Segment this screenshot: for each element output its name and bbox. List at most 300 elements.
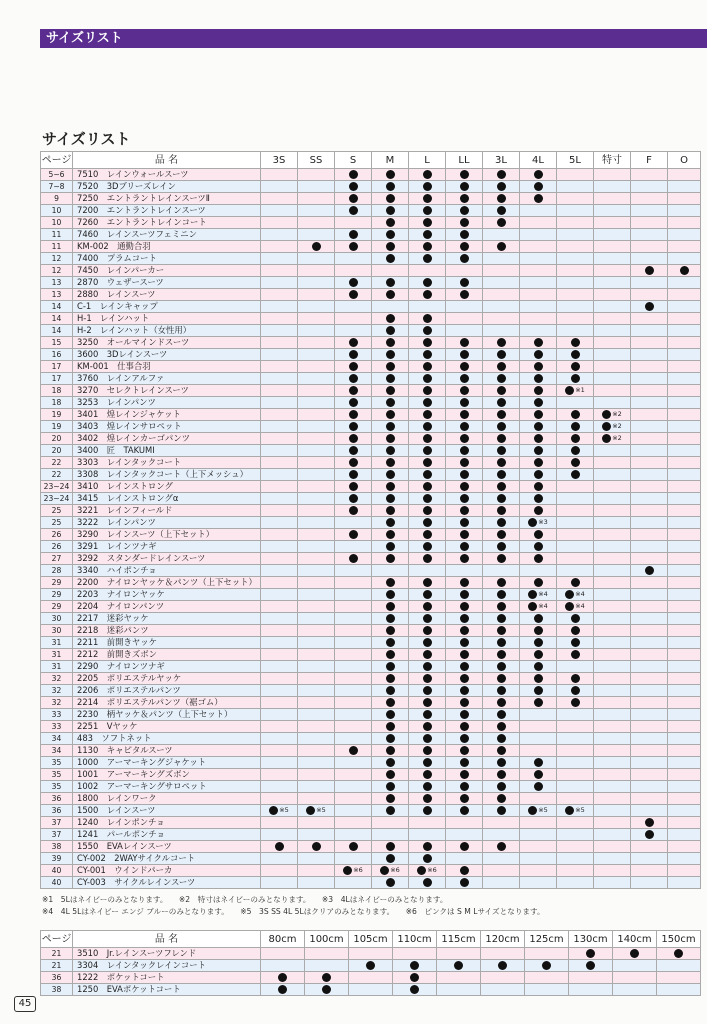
size-cell	[520, 277, 557, 289]
availability-dot	[386, 506, 395, 515]
size-cell	[335, 481, 372, 493]
size-cell	[446, 277, 483, 289]
availability-dot	[349, 422, 358, 431]
size-cell	[372, 337, 409, 349]
column-header: 100cm	[305, 931, 349, 948]
size-cell	[483, 697, 520, 709]
size-cell	[298, 457, 335, 469]
size-cell	[446, 241, 483, 253]
column-header: 120cm	[481, 931, 525, 948]
availability-dot	[497, 350, 506, 359]
size-cell	[668, 481, 701, 493]
size-cell	[335, 337, 372, 349]
size-cell	[557, 397, 594, 409]
product-name-cell: 2217 迷彩ヤッケ	[73, 613, 261, 625]
size-cell	[483, 373, 520, 385]
page-cell: 19	[41, 409, 73, 421]
size-cell	[261, 553, 298, 565]
column-header: LL	[446, 152, 483, 169]
size-cell	[298, 601, 335, 613]
size-cell	[298, 649, 335, 661]
size-cell	[409, 529, 446, 541]
table-row	[41, 433, 701, 445]
size-cell	[631, 205, 668, 217]
availability-dot	[497, 494, 506, 503]
size-cell	[594, 829, 631, 841]
availability-dot	[534, 770, 543, 779]
column-header: 130cm	[569, 931, 613, 948]
product-name-cell: 1130 キャピタルスーツ	[73, 745, 261, 757]
availability-dot	[460, 362, 469, 371]
size-cell	[261, 972, 305, 984]
availability-dot	[423, 458, 432, 467]
size-cell	[372, 277, 409, 289]
size-cell	[261, 865, 298, 877]
table-row	[41, 601, 701, 613]
size-cell	[298, 637, 335, 649]
size-cell	[481, 972, 525, 984]
size-cell	[668, 193, 701, 205]
size-cell	[446, 613, 483, 625]
availability-dot	[460, 182, 469, 191]
size-cell	[335, 841, 372, 853]
size-cell	[631, 829, 668, 841]
size-cell	[298, 325, 335, 337]
availability-dot	[349, 470, 358, 479]
size-cell	[261, 253, 298, 265]
size-cell	[613, 984, 657, 996]
size-cell	[372, 793, 409, 805]
availability-dot	[571, 650, 580, 659]
availability-dot	[423, 362, 432, 371]
availability-dot	[349, 194, 358, 203]
size-cell	[446, 553, 483, 565]
availability-dot	[571, 686, 580, 695]
size-cell	[372, 877, 409, 889]
size-cell	[261, 169, 298, 181]
size-cell	[446, 577, 483, 589]
availability-dot	[497, 518, 506, 527]
size-cell	[335, 721, 372, 733]
size-cell	[483, 469, 520, 481]
table-row	[41, 805, 701, 817]
size-cell	[372, 829, 409, 841]
availability-dot	[542, 961, 551, 970]
page-cell: 33	[41, 721, 73, 733]
size-cell	[668, 529, 701, 541]
size-cell	[631, 793, 668, 805]
size-cell	[409, 169, 446, 181]
availability-dot	[460, 350, 469, 359]
availability-dot	[386, 734, 395, 743]
size-cell	[557, 817, 594, 829]
size-cell	[372, 169, 409, 181]
size-cell	[668, 769, 701, 781]
size-cell	[520, 397, 557, 409]
size-cell	[335, 745, 372, 757]
size-cell	[261, 733, 298, 745]
availability-dot	[565, 806, 574, 815]
size-cell	[483, 517, 520, 529]
size-cell	[657, 984, 701, 996]
footnote-marker: ※4	[538, 602, 548, 610]
size-cell	[557, 349, 594, 361]
size-cell	[446, 457, 483, 469]
size-cell	[349, 984, 393, 996]
availability-dot	[534, 674, 543, 683]
availability-dot	[571, 614, 580, 623]
product-name-cell: 483 ソフトネット	[73, 733, 261, 745]
availability-dot	[386, 410, 395, 419]
size-cell	[483, 337, 520, 349]
size-cell	[372, 841, 409, 853]
page-cell: 19	[41, 421, 73, 433]
availability-dot	[386, 542, 395, 551]
size-cell	[335, 265, 372, 277]
size-cell	[520, 349, 557, 361]
table-row	[41, 733, 701, 745]
availability-dot	[460, 650, 469, 659]
availability-dot	[534, 638, 543, 647]
size-cell	[668, 325, 701, 337]
availability-dot	[423, 758, 432, 767]
size-cell	[668, 661, 701, 673]
size-cell	[372, 505, 409, 517]
page-cell: 32	[41, 673, 73, 685]
size-cell	[631, 589, 668, 601]
size-cell	[631, 661, 668, 673]
availability-dot	[534, 578, 543, 587]
size-cell	[594, 265, 631, 277]
size-cell	[335, 373, 372, 385]
size-cell	[483, 589, 520, 601]
availability-dot	[645, 566, 654, 575]
size-cell	[261, 745, 298, 757]
page-cell: 37	[41, 817, 73, 829]
size-cell	[335, 301, 372, 313]
page-cell: 25	[41, 505, 73, 517]
size-cell	[446, 313, 483, 325]
availability-dot	[386, 746, 395, 755]
size-cell	[409, 421, 446, 433]
size-cell	[261, 517, 298, 529]
availability-dot	[460, 386, 469, 395]
product-name-cell: 1500 レインスーツ	[73, 805, 261, 817]
footnote-marker: ※5	[538, 806, 548, 814]
size-cell	[261, 277, 298, 289]
availability-dot	[497, 590, 506, 599]
size-cell	[305, 984, 349, 996]
availability-dot	[460, 194, 469, 203]
availability-dot	[497, 674, 506, 683]
availability-dot	[497, 434, 506, 443]
size-cell	[668, 253, 701, 265]
availability-dot	[460, 398, 469, 407]
size-cell	[594, 529, 631, 541]
availability-dot	[497, 446, 506, 455]
size-cell	[483, 637, 520, 649]
table-row	[41, 793, 701, 805]
size-cell	[483, 769, 520, 781]
table-row	[41, 697, 701, 709]
size-cell	[483, 805, 520, 817]
table-row	[41, 661, 701, 673]
availability-dot	[423, 878, 432, 887]
size-cell	[298, 289, 335, 301]
availability-dot	[423, 194, 432, 203]
availability-dot	[386, 770, 395, 779]
availability-dot	[497, 410, 506, 419]
availability-dot	[386, 422, 395, 431]
size-cell	[409, 757, 446, 769]
size-cell	[557, 805, 594, 817]
availability-dot	[528, 518, 537, 527]
size-cell	[594, 757, 631, 769]
availability-dot	[571, 458, 580, 467]
availability-dot	[565, 386, 574, 395]
size-cell	[594, 541, 631, 553]
size-cell	[305, 960, 349, 972]
size-cell	[594, 277, 631, 289]
size-cell	[483, 433, 520, 445]
size-cell	[520, 625, 557, 637]
table-row	[41, 337, 701, 349]
size-cell	[261, 325, 298, 337]
table-row	[41, 517, 701, 529]
size-cell	[372, 289, 409, 301]
size-cell	[409, 781, 446, 793]
page-cell: 34	[41, 745, 73, 757]
size-cell	[594, 205, 631, 217]
availability-dot	[423, 530, 432, 539]
column-header: 品 名	[73, 931, 261, 948]
size-cell	[594, 253, 631, 265]
size-cell	[668, 409, 701, 421]
table-row	[41, 637, 701, 649]
size-cell	[631, 277, 668, 289]
availability-dot	[423, 338, 432, 347]
table-row	[41, 397, 701, 409]
availability-dot	[497, 734, 506, 743]
availability-dot	[534, 494, 543, 503]
page-cell: 12	[41, 253, 73, 265]
size-cell	[393, 948, 437, 960]
size-cell	[409, 229, 446, 241]
availability-dot	[460, 230, 469, 239]
size-cell	[594, 289, 631, 301]
availability-dot	[571, 626, 580, 635]
size-cell	[261, 829, 298, 841]
page-cell: 26	[41, 541, 73, 553]
table-row	[41, 445, 701, 457]
availability-dot	[460, 338, 469, 347]
size-cell	[668, 421, 701, 433]
footnote-marker: ※2	[612, 434, 622, 442]
table-row	[41, 385, 701, 397]
size-cell	[446, 493, 483, 505]
table-row	[41, 577, 701, 589]
size-cell	[668, 301, 701, 313]
size-cell	[261, 841, 298, 853]
availability-dot	[423, 206, 432, 215]
availability-dot	[423, 710, 432, 719]
size-cell	[668, 565, 701, 577]
size-cell	[520, 793, 557, 805]
size-cell	[557, 433, 594, 445]
size-cell	[372, 661, 409, 673]
size-cell	[298, 169, 335, 181]
product-name-cell: 3415 レインストロングα	[73, 493, 261, 505]
size-cell	[557, 793, 594, 805]
size-cell	[557, 853, 594, 865]
availability-dot	[460, 746, 469, 755]
availability-dot	[497, 710, 506, 719]
size-cell	[631, 577, 668, 589]
size-cell	[557, 673, 594, 685]
table-row	[41, 229, 701, 241]
availability-dot	[460, 662, 469, 671]
size-cell	[261, 877, 298, 889]
availability-dot	[460, 374, 469, 383]
size-cell	[557, 301, 594, 313]
size-cell	[557, 517, 594, 529]
availability-dot	[534, 650, 543, 659]
size-cell	[520, 289, 557, 301]
size-cell	[298, 541, 335, 553]
size-cell	[335, 217, 372, 229]
availability-dot	[423, 398, 432, 407]
column-header: 80cm	[261, 931, 305, 948]
size-cell	[372, 745, 409, 757]
availability-dot	[386, 686, 395, 695]
column-header: ページ	[41, 152, 73, 169]
page-cell: 29	[41, 577, 73, 589]
product-name-cell: 3250 オールマインドスーツ	[73, 337, 261, 349]
product-name-cell: 7260 エントラントレインコート	[73, 217, 261, 229]
availability-dot	[497, 806, 506, 815]
size-cell	[446, 385, 483, 397]
availability-dot	[460, 698, 469, 707]
availability-dot	[423, 782, 432, 791]
size-cell	[409, 433, 446, 445]
page-header-bar	[40, 29, 707, 48]
page-cell: 35	[41, 757, 73, 769]
size-cell	[409, 277, 446, 289]
size-cell	[261, 541, 298, 553]
page-cell: 12	[41, 265, 73, 277]
size-cell	[557, 169, 594, 181]
size-cell	[594, 805, 631, 817]
size-cell	[409, 373, 446, 385]
size-cell	[335, 673, 372, 685]
size-cell	[372, 697, 409, 709]
size-cell	[261, 793, 298, 805]
size-cell	[594, 733, 631, 745]
availability-dot	[423, 662, 432, 671]
size-cell	[668, 757, 701, 769]
size-cell	[446, 721, 483, 733]
size-cell	[335, 361, 372, 373]
size-cell	[668, 625, 701, 637]
product-name-cell: 1000 アーマーキングジャケット	[73, 757, 261, 769]
size-cell	[298, 529, 335, 541]
size-cell	[668, 805, 701, 817]
size-cell	[520, 205, 557, 217]
availability-dot	[645, 830, 654, 839]
availability-dot	[497, 398, 506, 407]
size-cell	[261, 469, 298, 481]
size-cell	[409, 853, 446, 865]
column-header: S	[335, 152, 372, 169]
size-cell	[594, 313, 631, 325]
size-cell	[594, 673, 631, 685]
size-cell	[261, 445, 298, 457]
availability-dot	[386, 698, 395, 707]
size-cell	[372, 457, 409, 469]
availability-dot	[460, 242, 469, 251]
size-cell	[594, 385, 631, 397]
size-cell	[261, 313, 298, 325]
product-name-cell: 2211 前開きヤッケ	[73, 637, 261, 649]
size-cell	[446, 661, 483, 673]
size-cell	[335, 397, 372, 409]
size-cell	[335, 865, 372, 877]
size-cell	[594, 373, 631, 385]
page-cell: 22	[41, 457, 73, 469]
size-cell	[631, 625, 668, 637]
size-cell	[372, 709, 409, 721]
availability-dot	[423, 182, 432, 191]
size-cell	[631, 349, 668, 361]
size-cell	[446, 649, 483, 661]
size-cell	[335, 517, 372, 529]
size-cell	[483, 793, 520, 805]
size-cell	[409, 673, 446, 685]
size-cell	[261, 637, 298, 649]
size-cell	[446, 433, 483, 445]
size-cell	[483, 721, 520, 733]
size-cell	[372, 721, 409, 733]
size-cell	[483, 877, 520, 889]
size-cell	[668, 709, 701, 721]
size-cell	[483, 529, 520, 541]
size-cell	[594, 565, 631, 577]
size-cell	[335, 625, 372, 637]
size-cell	[298, 445, 335, 457]
size-cell	[261, 301, 298, 313]
availability-dot	[386, 182, 395, 191]
size-cell	[631, 505, 668, 517]
table-row	[41, 948, 701, 960]
size-cell	[446, 361, 483, 373]
size-cell	[409, 865, 446, 877]
size-cell	[668, 541, 701, 553]
availability-dot	[534, 338, 543, 347]
size-cell	[409, 817, 446, 829]
size-cell	[483, 553, 520, 565]
availability-dot	[460, 578, 469, 587]
availability-dot	[497, 362, 506, 371]
table-row	[41, 301, 701, 313]
size-cell	[372, 181, 409, 193]
availability-dot	[386, 458, 395, 467]
size-cell	[261, 601, 298, 613]
size-cell	[409, 685, 446, 697]
availability-dot	[423, 614, 432, 623]
size-cell	[520, 457, 557, 469]
size-cell	[298, 613, 335, 625]
size-cell	[520, 325, 557, 337]
